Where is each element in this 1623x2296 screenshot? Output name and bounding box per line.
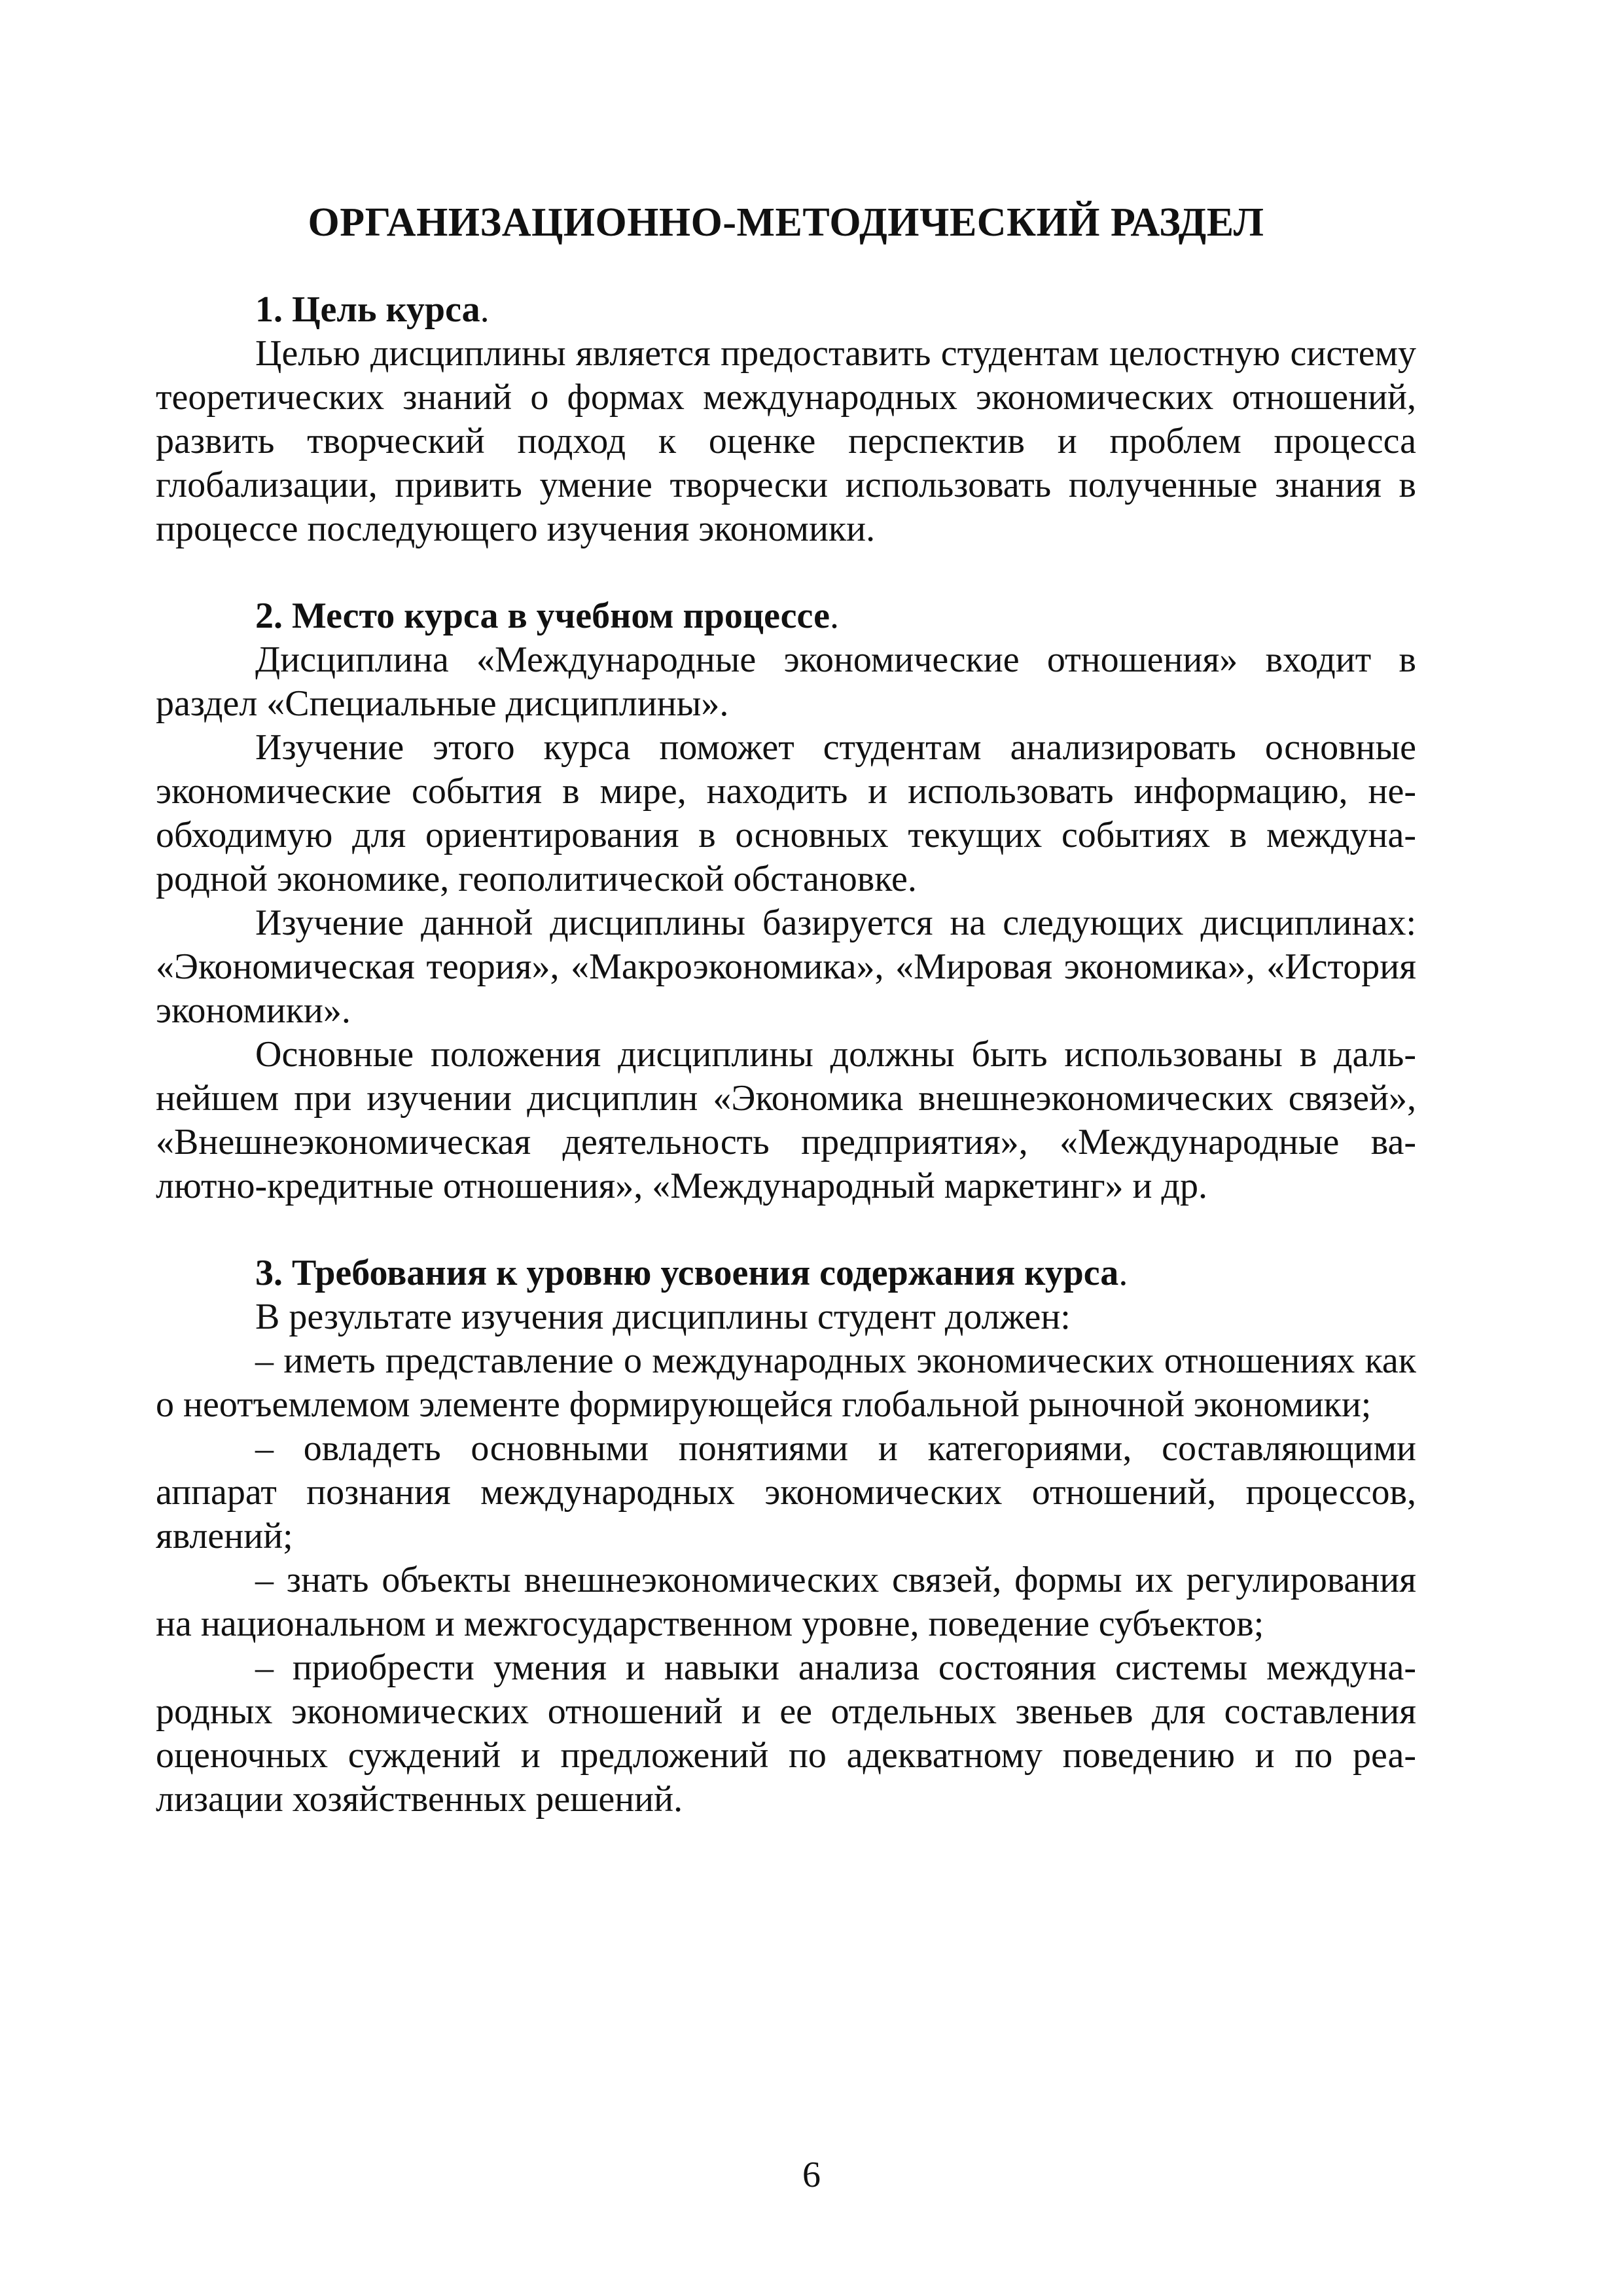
section-requirements — [156, 1251, 1416, 1821]
section-heading — [156, 1251, 1416, 1295]
section-course-place — [156, 594, 1416, 1208]
section-course-goal — [156, 288, 1416, 551]
list-item: – приобрести умения и навыки анализа состояния системы международных экономических отношений и ее отдельных звеньев для составления оценочных суждений и предложений по адекватному поведению и по реализации хозяйственных решений. — [156, 1647, 1416, 1820]
paragraph: Изучение данной дисциплины базируется на следующих дисциплинах: «Экономическая теория», «Макроэкономика», «Мировая экономика», «История экономики». — [156, 903, 1416, 1031]
paragraph: Изучение этого курса поможет студентам анализировать основные экономические события в мире, находить и использовать информацию, необходимую для ориентирования в основных текущих событиях в международной экономике, геополитической обстановке. — [156, 727, 1416, 899]
section-heading-text: 2. Место курса в учебном процессе — [255, 596, 830, 636]
section-heading-period: . — [480, 289, 490, 330]
paragraph: Основные положения дисциплины должны быть использованы в дальнейшем при изучении дисциплин «Экономика внешнеэкономических связей», «Внешнеэкономическая деятельность предприятия», «Международные валютно-кредитные отношения», «Международный маркетинг» и др. — [156, 1034, 1416, 1206]
paragraph: Дисциплина «Международные экономические отношения» входит в раздел «Специальные дисциплины». — [156, 639, 1416, 724]
paragraph: В результате изучения дисциплины студент должен: — [255, 1297, 1071, 1337]
list-item: – овладеть основными понятиями и категориями, составляющими аппарат познания международных экономических отношений, процессов, явлений; — [156, 1428, 1416, 1556]
paragraph: Целью дисциплины является предоставить студентам целостную систему теоретических знаний о формах международных экономических отношений, развить творческий подход к оценке перспектив и проблем процесса глобализации, привить умение творчески использовать полученные знания в процессе последующего изучения экономики. — [156, 333, 1416, 549]
section-heading-period: . — [1118, 1253, 1128, 1293]
section-heading — [156, 594, 1416, 638]
section-heading-text: 1. Цель курса — [255, 289, 480, 330]
section-heading-text: 3. Требования к уровню усвоения содержания курса — [255, 1253, 1119, 1293]
list-item: – знать объекты внешнеэкономических связей, формы их регулирования на национальном и межгосударственном уровне, поведение субъектов; — [156, 1560, 1416, 1644]
section-heading-period: . — [829, 596, 839, 636]
section-heading — [156, 288, 1416, 332]
list-item: – иметь представление о международных экономических отношениях как о неотъемлемом элементе формирующейся глобальной рыночной экономики; — [156, 1340, 1416, 1425]
page-content — [156, 196, 1416, 1865]
page-title: ОРГАНИЗАЦИОННО-МЕТОДИЧЕСКИЙ РАЗДЕЛ — [308, 200, 1264, 245]
page-number: 6 — [802, 2155, 821, 2195]
